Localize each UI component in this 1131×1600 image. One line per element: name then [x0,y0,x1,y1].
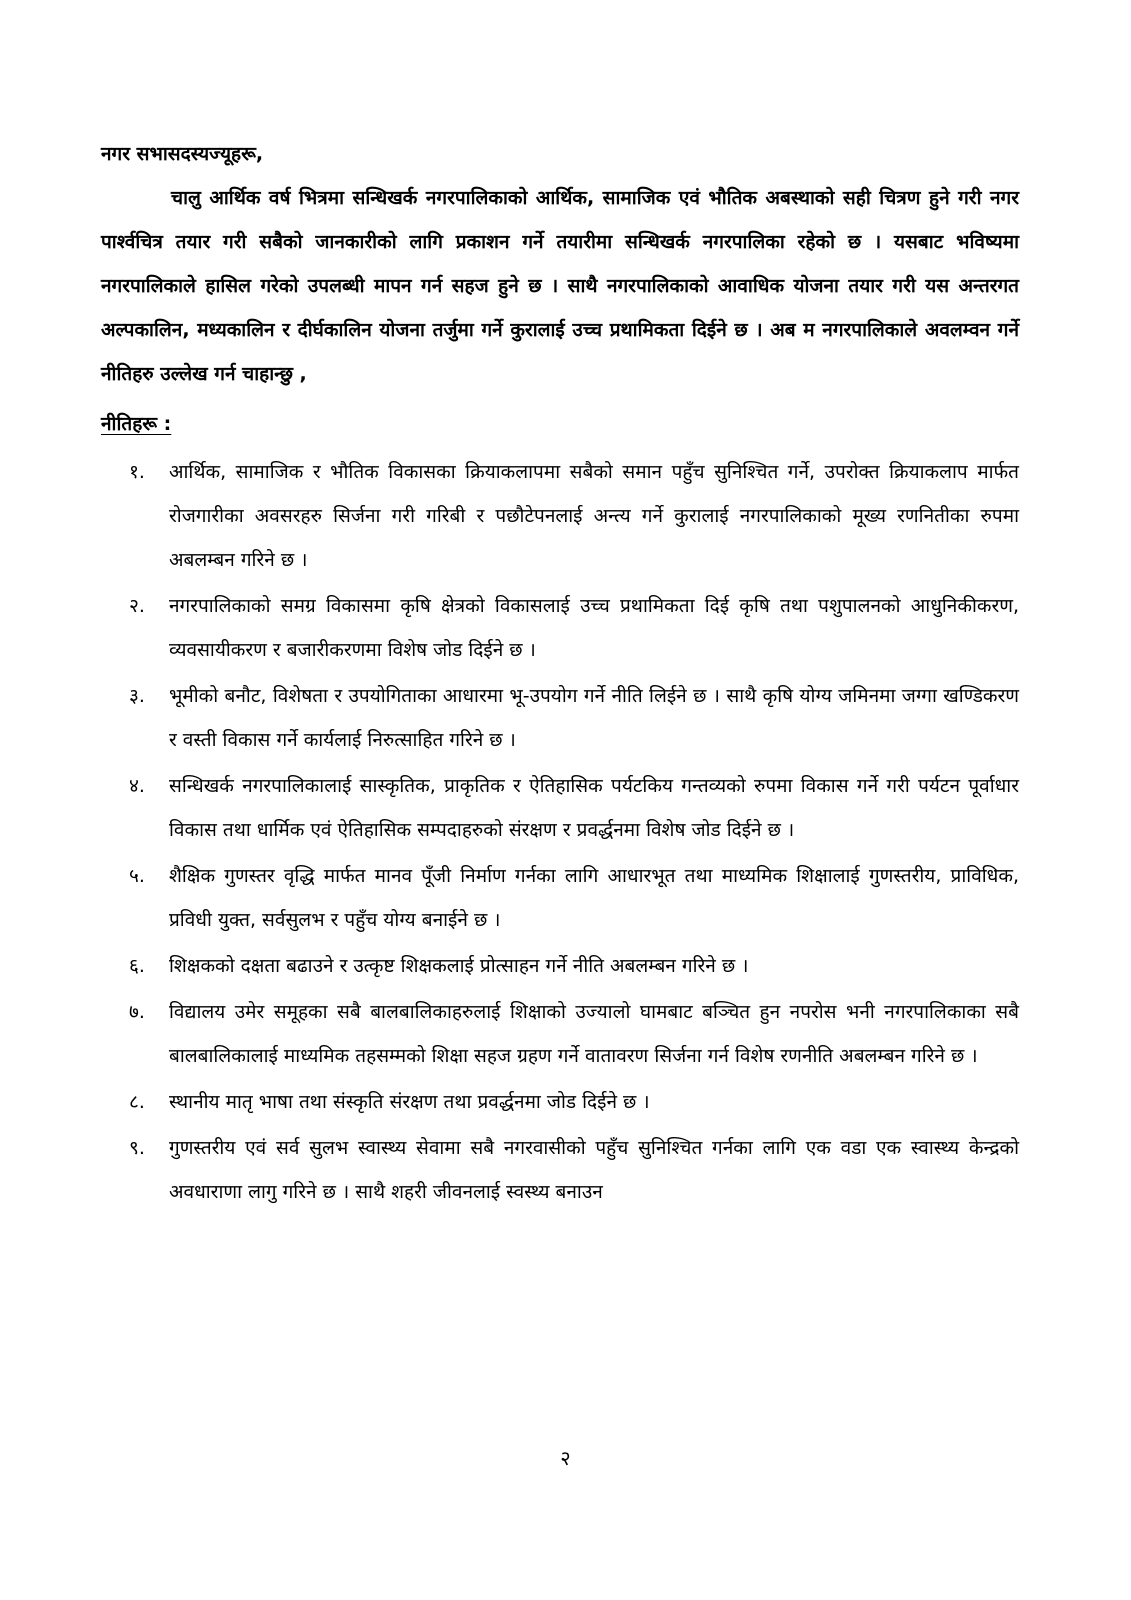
policy-item-2 [101,584,1019,672]
section-heading: नीतिहरू : [101,413,172,435]
policy-item-4 [101,764,1019,852]
policy-text: स्थानीय मातृ भाषा तथा संस्कृति संरक्षण तथा प्रवर्द्धनमा जोड दिईने छ । [169,1091,650,1113]
policy-item-3 [101,674,1019,762]
policy-number: ७. [129,1001,145,1023]
policy-item-1 [101,450,1019,582]
policy-number: ९. [129,1137,145,1159]
policy-text: विद्यालय उमेर समूहका सबै बालबालिकाहरुलाई शिक्षाको उज्यालो घामबाट बञ्चित हुन नपरोस भनी नगरपालिकाका सबै बालबालिकालाई माध्यमिक तहसम्मको शिक्षा सहज ग्रहण गर्ने वातावरण सिर्जना गर्न विशेष रणनीति अबलम्बन गरिने छ । [169,1001,1019,1067]
policy-text: सन्धिखर्क नगरपालिकालाई सास्कृतिक, प्राकृतिक र ऐतिहासिक पर्यटकिय गन्तव्यको रुपमा विकास गर्ने गरी पर्यटन पूर्वाधार विकास तथा धार्मिक एवं ऐतिहासिक सम्पदाहरुको संरक्षण र प्रवर्द्धनमा विशेष जोड दिईने छ । [169,775,1019,841]
section-heading-wrapper [101,396,1019,448]
policy-item-7 [101,990,1019,1078]
page-number: २ [560,1446,571,1470]
policy-number: ५. [129,865,145,887]
policy-text: आर्थिक, सामाजिक र भौतिक विकासका क्रियाकलापमा सबैको समान पहुँच सुनिश्चित गर्ने, उपरोक्त क्रियाकलाप मार्फत रोजगारीका अवसरहरु सिर्जना गरी गरिबी र पछौटेपनलाई अन्त्य गर्ने कुरालाई नगरपालिकाको मूख्य रणनितीका रुपमा अबलम्बन गरिने छ । [169,461,1019,571]
policy-text: शिक्षकको दक्षता बढाउने र उत्कृष्ट शिक्षकलाई प्रोत्साहन गर्ने नीति अबलम्बन गरिने छ । [169,955,749,977]
policy-item-6 [101,944,1019,988]
policy-number: ८. [129,1091,145,1113]
policy-number: ३. [129,685,145,707]
policy-text: नगरपालिकाको समग्र विकासमा कृषि क्षेत्रको विकासलाई उच्च प्रथामिकता दिई कृषि तथा पशुपालनको आधुनिकीकरण, व्यवसायीकरण र बजारीकरणमा विशेष जोड दिईने छ । [169,595,1019,661]
policy-item-8 [101,1080,1019,1124]
intro-paragraph: चालु आर्थिक वर्ष भित्रमा सन्धिखर्क नगरपालिकाको आर्थिक, सामाजिक एवं भौतिक अबस्थाको सही चित्रण हुने गरी नगर पार्श्वचित्र तयार गरी सबैको जानकारीको लागि प्रकाशन गर्ने तयारीमा सन्धिखर्क नगरपालिका रहेको छ । यसबाट भविष्यमा नगरपालिकाले हासिल गरेको उपलब्धी मापन गर्न सहज हुने छ । साथै नगरपालिकाको आवाधिक योजना तयार गरी यस अन्तरगत अल्पकालिन, मध्यकालिन र दीर्घकालिन योजना तर्जुमा गर्ने कुरालाई उच्च प्रथामिकता दिईने छ । अब म नगरपालिकाले अवलम्वन गर्ने नीतिहरु उल्लेख गर्न चाहान्छु , [101,187,1019,385]
policy-text: गुणस्तरीय एवं सर्व सुलभ स्वास्थ्य सेवामा सबै नगरवासीको पहुँच सुनिश्चित गर्नका लागि एक वडा एक स्वास्थ्य केन्द्रको अवधाराणा लागु गरिने छ । साथै शहरी जीवनलाई स्वस्थ्य बनाउन [169,1137,1019,1203]
salutation: नगर सभासदस्यज्यूहरू, [101,143,264,165]
policy-item-5 [101,854,1019,942]
page-content [101,132,1019,1214]
policy-item-9 [101,1126,1019,1214]
policy-number: १. [129,461,145,483]
policy-number: २. [129,595,145,617]
policy-list [101,450,1019,1214]
policy-number: ४. [129,775,145,797]
policy-text: शैक्षिक गुणस्तर वृद्धि मार्फत मानव पूँजी निर्माण गर्नका लागि आधारभूत तथा माध्यमिक शिक्षालाई गुणस्तरीय, प्राविधिक, प्रविधी युक्त, सर्वसुलभ र पहुँच योग्य बनाईने छ । [169,865,1019,931]
policy-text: भूमीको बनौट, विशेषता र उपयोगिताका आधारमा भू-उपयोग गर्ने नीति लिईने छ । साथै कृषि योग्य जमिनमा जग्गा खण्डिकरण र वस्ती विकास गर्ने कार्यलाई निरुत्साहित गरिने छ । [169,685,1019,751]
policy-number: ६. [129,955,145,977]
